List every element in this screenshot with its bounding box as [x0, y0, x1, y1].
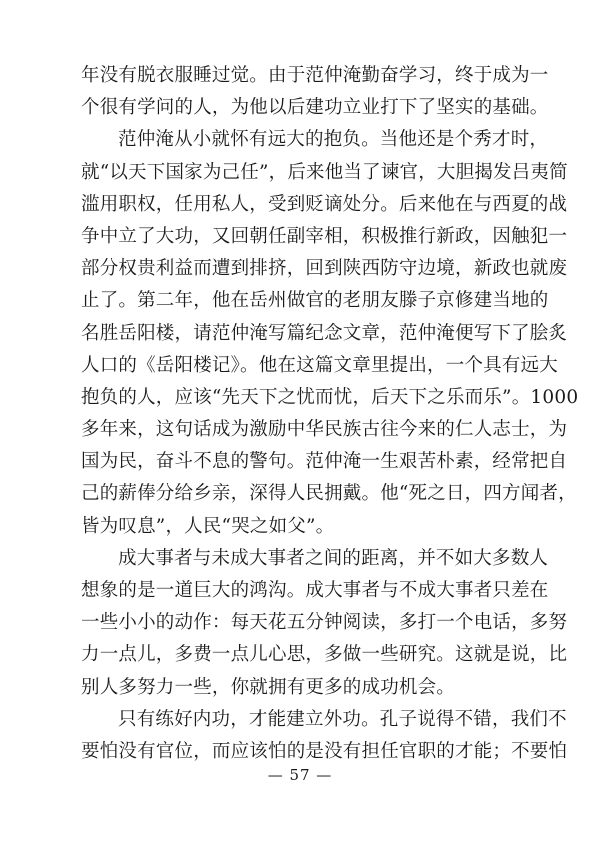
- text-line: 只有练好内功，才能建立外功。孔子说得不错，我们不: [118, 708, 567, 730]
- text-line: 一些小小的动作：每天花五分钟阅读，多打一个电话，多努: [81, 612, 568, 634]
- text-line: 别人多努力一些，你就拥有更多的成功机会。: [81, 676, 456, 698]
- text-line: 部分权贵利益而遭到排挤，回到陕西防守边境，新政也就废: [81, 258, 568, 280]
- text-line: 想象的是一道巨大的鸿沟。成大事者与不成大事者只差在: [81, 580, 549, 601]
- paragraph-3: [81, 543, 568, 704]
- text-line: 就“以天下国家为己任”，后来他当了谏官，大胆揭发吕夷简: [81, 161, 568, 183]
- text-line: 争中立了大功，又回朝任副宰相，积极推行新政，因触犯一: [81, 225, 568, 247]
- paragraph-2: [81, 124, 579, 542]
- text-line: 己的薪俸分给乡亲，深得人民拥戴。他“死之日，四方闻者，: [81, 483, 577, 505]
- text-line: 年没有脱衣服睡过觉。由于范仲淹勤奋学习，终于成为一: [81, 65, 549, 86]
- text-line: 止了。第二年，他在岳州做官的老朋友滕子京修建当地的: [81, 290, 549, 312]
- text-line: 多年来，这句话成为激励中华民族古往今来的仁人志士，为: [81, 419, 568, 441]
- paragraph-4: [81, 704, 568, 768]
- text-line: 皆为叹息”，人民“哭之如父”。: [81, 515, 335, 537]
- text-line: 滥用职权，任用私人，受到贬谪处分。后来他在与西夏的战: [81, 193, 568, 215]
- text-line: 成大事者与未成大事者之间的距离，并不如大多数人: [118, 547, 549, 569]
- text-line: 要怕没有官位，而应该怕的是没有担任官职的才能；不要怕: [81, 740, 568, 762]
- text-line: 名胜岳阳楼，请范仲淹写篇纪念文章，范仲淹便写下了脍炙: [81, 322, 568, 344]
- text-line: 人口的《岳阳楼记》。他在这篇文章里提出，一个具有远大: [81, 354, 558, 376]
- text-line: 力一点儿，多费一点儿心思，多做一些研究。这就是说，比: [81, 644, 568, 666]
- page-number: — 57 —: [267, 766, 333, 784]
- text-line: 个很有学问的人，为他以后建功立业打下了坚实的基础。: [81, 97, 549, 119]
- text-line: 抱负的人，应该“先天下之忧而忧，后天下之乐而乐”。1000: [81, 386, 579, 408]
- text-line: 范仲淹从小就怀有远大的抱负。当他还是个秀才时，: [118, 129, 549, 151]
- text-line: 国为民，奋斗不息的警句。范仲淹一生艰苦朴素，经常把自: [81, 451, 568, 473]
- body-text: [81, 60, 579, 768]
- paragraph-1: [81, 60, 549, 124]
